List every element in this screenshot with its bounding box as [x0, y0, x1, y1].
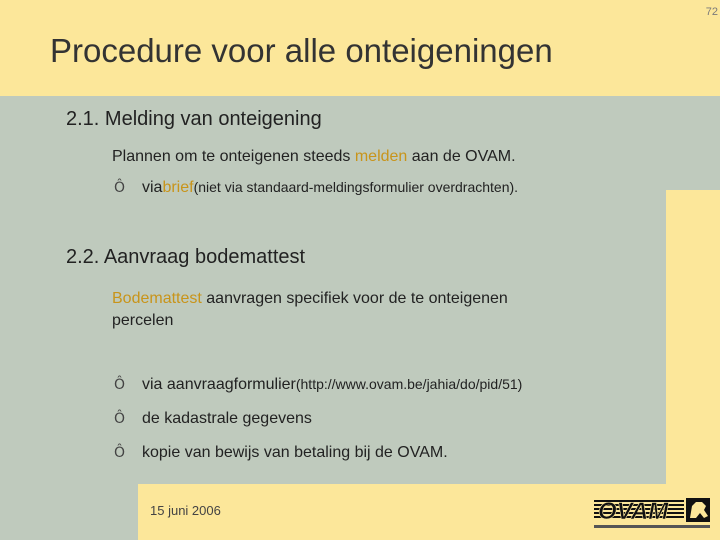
section1-paragraph	[112, 146, 516, 168]
bullet-icon: Ô	[114, 180, 126, 196]
section2-bullet-1	[114, 376, 522, 394]
section1-para-suffix: aan de OVAM.	[407, 148, 516, 165]
section1-bullet-prefix: via	[142, 179, 163, 196]
section2-para-line2: percelen	[112, 312, 174, 329]
section2-bullet-3-text: kopie van bewijs van betaling bij de OVAM.	[142, 444, 448, 461]
section2-para-line1: aanvragen specifiek voor de te onteigenen	[201, 290, 508, 307]
page-number: 72	[705, 6, 718, 18]
lion-icon	[686, 498, 710, 522]
section2-bullet-3	[114, 444, 448, 462]
bullet-icon: Ô	[114, 377, 126, 393]
section2-para-highlight: Bodemattest	[112, 290, 202, 307]
section1-para-highlight: melden	[354, 148, 408, 165]
footer-date: 15 juni 2006	[150, 503, 221, 518]
right-strip-bottom	[666, 190, 720, 540]
slide-title: Procedure voor alle onteigeningen	[50, 32, 553, 69]
section2-bullet-2-text: de kadastrale gegevens	[142, 410, 312, 427]
section2-paragraph	[112, 288, 508, 332]
section1-bullet-highlight: brief	[162, 179, 194, 196]
bullet-icon: Ô	[114, 445, 126, 461]
section2-heading: 2.2. Aanvraag bodemattest	[66, 246, 306, 268]
logo-text: OVAM	[598, 498, 669, 525]
section2-bullet-1-text: via aanvraagformulier	[142, 376, 296, 393]
section1-bullet-note: (niet via standaard-meldingsformulier overdrachten).	[193, 179, 519, 195]
section1-para-prefix: Plannen om te onteigenen steeds	[112, 148, 355, 165]
section1-heading: 2.1. Melding van onteigening	[66, 108, 322, 130]
bullet-icon: Ô	[114, 411, 126, 427]
section2-bullet-2	[114, 410, 312, 428]
ovam-logo	[592, 494, 714, 534]
section1-bullet	[114, 179, 518, 197]
section2-bullet-1-note: (http://www.ovam.be/jahia/do/pid/51)	[295, 376, 523, 392]
